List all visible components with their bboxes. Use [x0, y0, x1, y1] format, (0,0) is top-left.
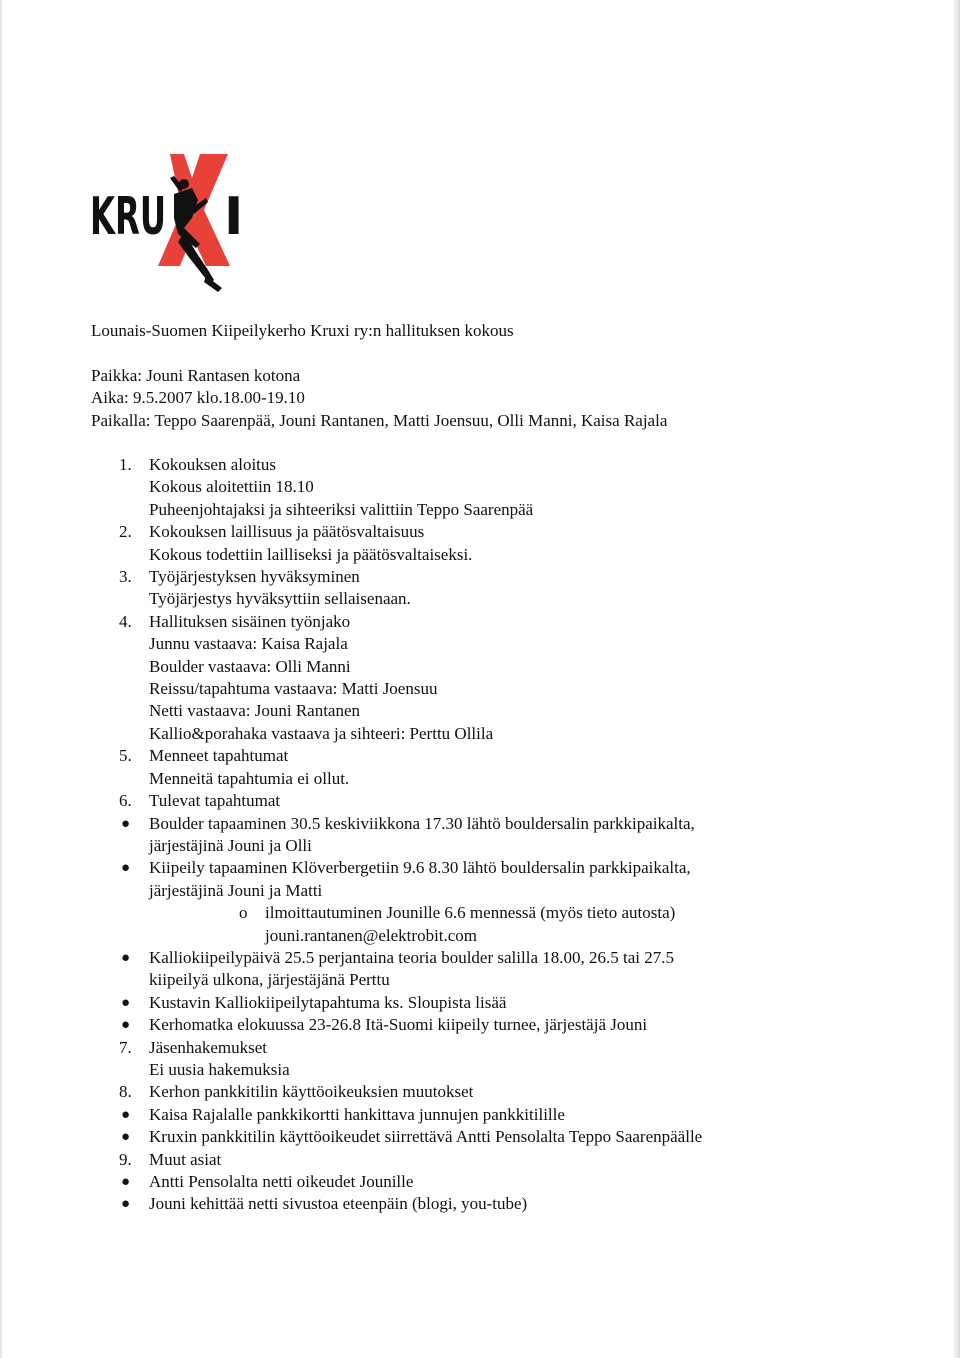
bullet-item [91, 1171, 920, 1193]
agenda-item-title: Työjärjestyksen hyväksyminen [149, 567, 360, 587]
agenda-item-number: 9. [119, 1149, 132, 1169]
agenda-item-number: 3. [119, 567, 132, 587]
sub-bullet-item [91, 902, 920, 947]
scan-edge-right [952, 0, 960, 1358]
bullet-dot-icon: ● [121, 1017, 131, 1034]
bullet-text: Kustavin Kalliokiipeilytapahtuma ks. Sloupista lisää [149, 992, 507, 1012]
logo-text-end: I [224, 187, 244, 247]
agenda-item [91, 521, 920, 566]
agenda-item-title: Muut asiat [149, 1149, 222, 1169]
agenda-item-text: Kokous todettiin lailliseksi ja päätösvaltaiseksi. [149, 544, 473, 564]
bullet-item [91, 857, 920, 902]
meeting-meta [91, 365, 920, 432]
scan-edge-left [0, 0, 2, 1358]
logo-text: KRU [90, 187, 166, 247]
agenda-item-text: Kallio&porahaka vastaava ja sihteeri: Perttu Ollila [149, 723, 494, 743]
agenda-item-text: Työjärjestys hyväksyttiin sellaisenaan. [149, 589, 411, 609]
agenda-item-title: Kokouksen laillisuus ja päätösvaltaisuus [149, 522, 425, 542]
meeting-attendees: Paikalla: Teppo Saarenpää, Jouni Rantanen, Matti Joensuu, Olli Manni, Kaisa Rajala [91, 410, 668, 430]
bullet-item [91, 992, 920, 1014]
kruxi-logo [88, 148, 248, 298]
agenda-item [91, 611, 920, 745]
bullet-item [91, 1104, 920, 1126]
bullet-text: järjestäjinä Jouni ja Olli [149, 835, 312, 855]
agenda-item-title: Kokouksen aloitus [149, 455, 277, 474]
bullet-text: Jouni kehittää netti sivustoa eteenpäin (blogi, you-tube) [149, 1194, 528, 1214]
bullet-dot-icon: ● [121, 1106, 131, 1123]
agenda-item-number: 1. [119, 455, 132, 474]
agenda-list [91, 454, 920, 1216]
agenda-item-number: 5. [119, 746, 132, 766]
bullet-dot-icon: ● [121, 815, 131, 832]
meeting-title: Lounais-Suomen Kiipeilykerho Kruxi ry:n hallituksen kokous [91, 321, 514, 340]
bullet-text: Kalliokiipeilypäivä 25.5 perjantaina teoria boulder salilla 18.00, 26.5 tai 27.5 [149, 947, 674, 967]
agenda-item-title: Hallituksen sisäinen työnjako [149, 611, 351, 631]
bullet-text: Antti Pensolalta netti oikeudet Jounille [149, 1172, 414, 1191]
agenda-item-text: Puheenjohtajaksi ja sihteeriksi valittiin Teppo Saarenpää [149, 499, 534, 519]
bullet-text: Kiipeily tapaaminen Klöverbergetiin 9.6 8.30 lähtö bouldersalin parkkipaikalta, [149, 858, 691, 878]
bullet-dot-icon: ● [121, 994, 131, 1011]
agenda-item [91, 1149, 920, 1171]
agenda-item-number: 6. [119, 791, 132, 811]
bullet-dot-icon: ● [121, 949, 131, 966]
bullet-item [91, 813, 920, 858]
bullet-item [91, 947, 920, 992]
agenda-item-title: Tulevat tapahtumat [149, 791, 281, 811]
agenda-item-text: Boulder vastaava: Olli Manni [149, 656, 351, 676]
agenda-item-number: 2. [119, 522, 132, 542]
bullet-item [91, 1126, 920, 1148]
agenda-item [91, 1037, 920, 1082]
document-heading [91, 320, 920, 342]
agenda-item-number: 4. [119, 611, 132, 631]
bullet-dot-icon: ● [121, 860, 131, 877]
bullet-text: järjestäjinä Jouni ja Matti [149, 880, 323, 900]
meeting-place: Paikka: Jouni Rantasen kotona [91, 366, 301, 385]
agenda-item-text: Menneitä tapahtumia ei ollut. [149, 768, 350, 788]
bullet-text: Kruxin pankkitilin käyttöoikeudet siirrettävä Antti Pensolalta Teppo Saarenpäälle [149, 1127, 703, 1147]
bullet-text: Kerhomatka elokuussa 23-26.8 Itä-Suomi kiipeily turnee, järjestäjä Jouni [149, 1015, 648, 1035]
bullet-dot-icon: ● [121, 1174, 131, 1190]
agenda-item-text: Netti vastaava: Jouni Rantanen [149, 701, 361, 721]
agenda-item [91, 1081, 920, 1103]
agenda-item [91, 566, 920, 611]
agenda-item-title: Menneet tapahtumat [149, 746, 289, 766]
agenda-item [91, 790, 920, 812]
bullet-item [91, 1014, 920, 1036]
bullet-dot-icon: ● [121, 1196, 131, 1213]
agenda-item-number: 7. [119, 1037, 132, 1057]
bullet-text: kiipeilyä ulkona, järjestäjänä Perttu [149, 970, 390, 990]
sub-bullet-text: ilmoittautuminen Jounille 6.6 mennessä (myös tieto autosta) [265, 903, 676, 923]
agenda-item-text: Kokous aloitettiin 18.10 [149, 477, 314, 497]
agenda-item [91, 745, 920, 790]
agenda-item-number: 8. [119, 1082, 132, 1102]
sub-bullet-circle-icon: o [239, 903, 248, 923]
bullet-dot-icon: ● [121, 1129, 131, 1146]
agenda-item-title: Jäsenhakemukset [149, 1037, 268, 1057]
agenda-item-text: Ei uusia hakemuksia [149, 1059, 290, 1079]
agenda-item-title: Kerhon pankkitilin käyttöoikeuksien muutokset [149, 1082, 474, 1102]
agenda-item [91, 454, 920, 521]
bullet-item [91, 1193, 920, 1215]
meeting-time: Aika: 9.5.2007 klo.18.00-19.10 [91, 388, 305, 408]
agenda-item-text: Junnu vastaava: Kaisa Rajala [149, 634, 348, 654]
bullet-text: Kaisa Rajalalle pankkikortti hankittava junnujen pankkitilille [149, 1104, 565, 1124]
bullet-text: Boulder tapaaminen 30.5 keskiviikkona 17.30 lähtö bouldersalin parkkipaikalta, [149, 813, 695, 833]
sub-bullet-text: jouni.rantanen@elektrobit.com [265, 925, 478, 945]
agenda-item-text: Reissu/tapahtuma vastaava: Matti Joensuu [149, 679, 438, 699]
